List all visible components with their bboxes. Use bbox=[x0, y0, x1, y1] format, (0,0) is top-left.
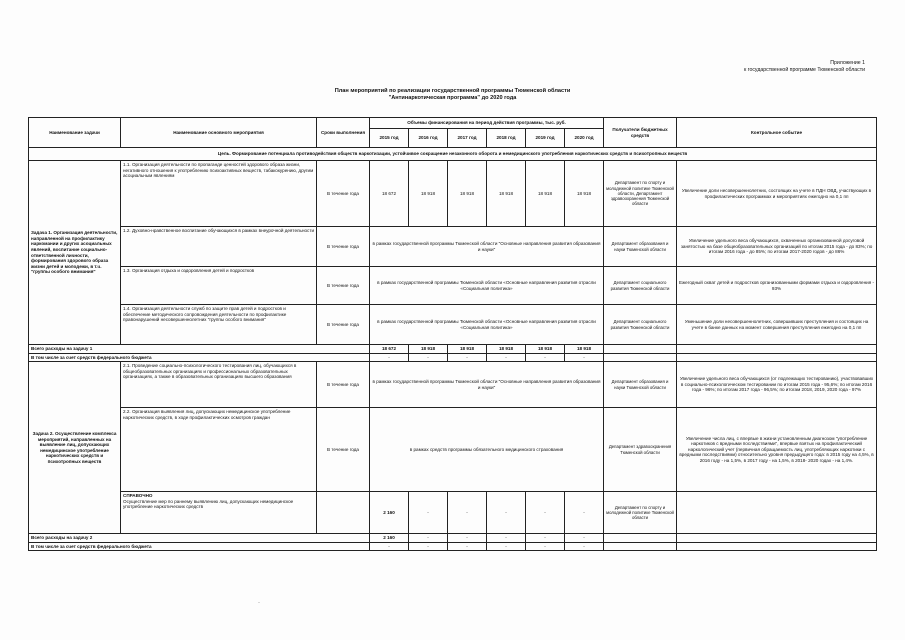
value-cell: 18 918 bbox=[526, 161, 565, 227]
task1-name: Задача 1. Организация деятельности, направленной на профилактику наркомании и других асоциальных явлений, воспитание социально-ответственной личности, формирования здорового образа жизни детей и молодежи, в т.ч. "группы особого внимания" bbox=[29, 161, 121, 345]
plan-table bbox=[28, 117, 877, 551]
total-cell: 18 918 bbox=[409, 345, 448, 354]
measure-1-4: 1.4. Организация деятельности служб по защите прав детей и подростков и обеспечение методического сопровождения деятельности по профилактике правонарушений несовершеннолетних "группы особого внимания" bbox=[121, 305, 317, 345]
year-header: 2018 год bbox=[487, 129, 526, 148]
total-cell: - bbox=[487, 534, 526, 543]
term-2-1: В течение года bbox=[317, 362, 370, 408]
col-funding-header: Объемы финансирования на период действия программы, тыс. руб. bbox=[370, 118, 604, 129]
control-1-1: Увеличение доли несовершеннолетних, состоящих на учете в ПДН ОВД, участвующих в профилактических программах и мероприятиях ежегодно на 0,1 пп bbox=[677, 161, 877, 227]
funding-2-1: в рамках государственной программы Тюменской области "Основные направления развития образования и науки" bbox=[370, 362, 604, 408]
total-cell: 18 918 bbox=[526, 345, 565, 354]
total-cell: 18 918 bbox=[565, 345, 604, 354]
total-cell: 2 160 bbox=[370, 534, 409, 543]
total-cell: 18 672 bbox=[370, 345, 409, 354]
funding-1-3: в рамках государственной программы Тюменской области «Основные направления развития отрасли «Социальная политика» bbox=[370, 267, 604, 305]
total-cell: - bbox=[565, 534, 604, 543]
value-cell: 18 918 bbox=[487, 161, 526, 227]
reference-text: Осуществление мер по раннему выявлению лиц, допускающих немедицинское употребление наркотических средств bbox=[123, 498, 294, 510]
control-2-1: Увеличение удельного веса обучающихся (от подлежащих тестированию), участвовавших в социально-психологическом тестировании по итогам 2015 года - 95,6%; по итогам 2016 года - 96%; по итогам 2017 года - 96,5%; по итогам 2018, 2019, 2020 года - 97% bbox=[677, 362, 877, 408]
appendix-line-1: Приложение 1 bbox=[830, 60, 865, 66]
value-cell: 2 160 bbox=[370, 492, 409, 534]
value-cell: - bbox=[565, 492, 604, 534]
measure-1-1: 1.1. Организация деятельности по пропаганде ценностей здорового образа жизни, негативного отношения к употреблению психоактивных веществ, табакокурению, другим асоциальным явлениям bbox=[121, 161, 317, 227]
scan-speck: · bbox=[258, 600, 260, 606]
empty-cell bbox=[677, 492, 877, 534]
federal-cell: - bbox=[409, 542, 448, 551]
task2-federal-label: В том числе за счет средств федерального бюджета bbox=[29, 542, 370, 551]
year-header: 2015 год bbox=[370, 129, 409, 148]
value-cell: - bbox=[487, 492, 526, 534]
empty-cell bbox=[604, 345, 677, 354]
col-term-header: Сроки выполнения bbox=[317, 118, 370, 148]
value-cell: 18 918 bbox=[448, 161, 487, 227]
federal-cell: - bbox=[370, 353, 409, 362]
year-header: 2017 год bbox=[448, 129, 487, 148]
empty-cell bbox=[317, 492, 370, 534]
total-cell: 18 918 bbox=[487, 345, 526, 354]
task1-total-label: Всего расходы на задачу 1 bbox=[29, 345, 370, 354]
control-1-3: Ежегодный охват детей и подростков организованными формами отдыха и оздоровления - 93% bbox=[677, 267, 877, 305]
reference-title: СПРАВОЧНО bbox=[123, 493, 153, 499]
term-1-4: В течение года bbox=[317, 305, 370, 345]
total-cell: 18 918 bbox=[448, 345, 487, 354]
value-cell: 18 918 bbox=[409, 161, 448, 227]
recipient-1-2: Департамент образования и науки Тюменской области bbox=[604, 227, 677, 267]
term-1-2: В течение года bbox=[317, 227, 370, 267]
federal-cell: - bbox=[448, 542, 487, 551]
col-recipients-header: Получатели бюджетных средств bbox=[604, 118, 677, 148]
federal-cell: - bbox=[370, 542, 409, 551]
total-cell: - bbox=[448, 534, 487, 543]
value-cell: - bbox=[526, 492, 565, 534]
recipient-1-3: Департамент социального развития Тюменской области bbox=[604, 267, 677, 305]
funding-1-4: в рамках государственной программы Тюменской области «Основные направления развития отрасли «Социальная политика» bbox=[370, 305, 604, 345]
task1-federal-label: В том числе за счет средств федерального бюджета bbox=[29, 353, 370, 362]
value-cell: - bbox=[409, 492, 448, 534]
value-cell: 18 918 bbox=[565, 161, 604, 227]
col-control-header: Контрольное событие bbox=[677, 118, 877, 148]
document-title bbox=[0, 88, 905, 102]
federal-cell: - bbox=[448, 353, 487, 362]
appendix-line-2: к государственной программе Тюменской области bbox=[743, 67, 865, 73]
federal-cell: - bbox=[565, 542, 604, 551]
value-cell: - bbox=[448, 492, 487, 534]
title-line-2: "Антинаркотическая программа" до 2020 года bbox=[388, 95, 517, 101]
term-1-1: В течение года bbox=[317, 161, 370, 227]
reference-recipient: Департамент по спорту и молодежной политике Тюменской области bbox=[604, 492, 677, 534]
recipient-2-2: Департамент здравоохранения Тюменской области bbox=[604, 408, 677, 492]
empty-cell bbox=[677, 534, 877, 543]
federal-cell: - bbox=[487, 542, 526, 551]
term-1-3: В течение года bbox=[317, 267, 370, 305]
funding-1-2: в рамках государственной программы Тюменской области "Основные направления развития образования и науки" bbox=[370, 227, 604, 267]
col-task-header: Наименование задачи bbox=[29, 118, 121, 148]
empty-cell bbox=[677, 542, 877, 551]
year-header: 2019 год bbox=[526, 129, 565, 148]
recipient-2-1: Департамент образования и науки Тюменской области bbox=[604, 362, 677, 408]
year-header: 2016 год bbox=[409, 129, 448, 148]
federal-cell: - bbox=[409, 353, 448, 362]
total-cell: - bbox=[409, 534, 448, 543]
value-cell: 18 672 bbox=[370, 161, 409, 227]
measure-2-1: 2.1. Проведение социально-психологического тестирования лиц, обучающихся в общеобразовательных организациях и профессиональных образовательных организациях, а также в образовательных организациях высшего образования bbox=[121, 362, 317, 408]
measure-2-2: 2.2. Организация выявления лиц, допускающих немедицинское употребление наркотических средств, в ходе профилактических осмотров граждан bbox=[121, 408, 317, 492]
task2-name: Задача 2. Осуществление комплекса мероприятий, направленных на выявление лиц, допускающих немедицинское употребление наркотических средств и психотропных веществ bbox=[29, 362, 121, 534]
title-line-1: План мероприятий по реализации государственной программы Тюменской области bbox=[334, 88, 571, 94]
year-header: 2020 год bbox=[565, 129, 604, 148]
reference-measure bbox=[121, 492, 317, 534]
empty-cell bbox=[677, 345, 877, 354]
total-cell: - bbox=[526, 534, 565, 543]
measure-1-3: 1.3. Организация отдыха и оздоровления детей и подростков bbox=[121, 267, 317, 305]
empty-cell bbox=[604, 534, 677, 543]
recipient-1-1: Департамент по спорту и молодежной политике Тюменской области, Департамент здравоохранения Тюменской области bbox=[604, 161, 677, 227]
measure-1-2: 1.2. Духовно-нравственное воспитание обучающихся в рамках внеурочной деятельности bbox=[121, 227, 317, 267]
federal-cell: - bbox=[565, 353, 604, 362]
task2-total-label: Всего расходы на задачу 2 bbox=[29, 534, 370, 543]
appendix-header bbox=[744, 60, 865, 74]
term-2-2: В течение года bbox=[317, 408, 370, 492]
control-2-2: Увеличение числа лиц, с впервые в жизни установленным диагнозом "употребление наркотиков с вредными последствиями", впервые взятых на профилактический наркологический учет (первичная обращаемость лиц, употребляющих наркотики с вредными последствиями) относительно уровня предыдущего года: в 2015 году на 4,5%, в 2016 году - на 1,5%, в 2017 году - на 1,5%, в 2018- 2020 годах - на 1,4%. bbox=[677, 408, 877, 492]
empty-cell bbox=[677, 353, 877, 362]
control-1-2: Увеличение удельного веса обучающихся, охваченных организованной досуговой занятостью на базе общеобразовательных организаций по итогам 2015 года - до 83%; по итогам 2016 года - до 85%; по итогам 2017-2020 годов - до 86% bbox=[677, 227, 877, 267]
federal-cell: - bbox=[487, 353, 526, 362]
funding-2-2: в рамках средств программы обязательного медицинского страхования bbox=[370, 408, 604, 492]
control-1-4: Уменьшение доли несовершеннолетних, совершивших преступления и состоящих на учете в банке данных на момент совершения преступления ежегодно на 0,1 пп bbox=[677, 305, 877, 345]
federal-cell: - bbox=[526, 353, 565, 362]
empty-cell bbox=[604, 542, 677, 551]
empty-cell bbox=[604, 353, 677, 362]
goal-row: Цель. Формирование потенциала противодействия обществ наркотизации, устойчивое сокращение незаконного оборота и немедицинского употребления наркотических средств и психотропных веществ bbox=[29, 148, 877, 161]
col-measure-header: Наименование основного мероприятия bbox=[121, 118, 317, 148]
recipient-1-4: Департамент социального развития Тюменской области bbox=[604, 305, 677, 345]
federal-cell: - bbox=[526, 542, 565, 551]
